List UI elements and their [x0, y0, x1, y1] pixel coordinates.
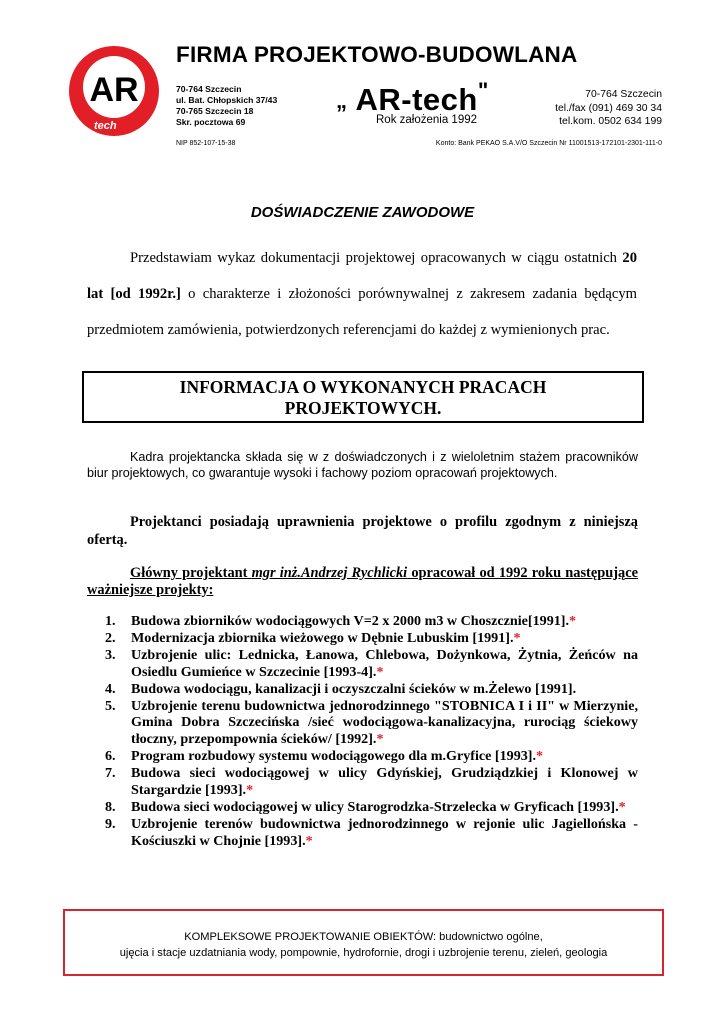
- list-item: 9. Uzbrojenie terenów budownictwa jednorodzinnego w rejonie ulic Jagiellońska - Kościuszki w Chojnie [1993].*: [105, 815, 638, 849]
- address-left: 70-764 Szczecin ul. Bat. Chłopskich 37/43 70-765 Szczecin 18 Skr. pocztowa 69: [176, 84, 278, 127]
- list-item: 1. Budowa zbiorników wodociągowych V=2 x 2000 m3 w Choszcznie[1991].*: [105, 613, 577, 629]
- kadra-paragraph: Kadra projektancka składa się w z doświadczonych i z wieloletnim stażem pracowników biur projektowych, co gwarantuje wysoki i fachowy poziom opracowań projektowych.: [87, 450, 638, 480]
- bank-account: Konto: Bank PEKAO S.A.V/O Szczecin Nr 11001513-172101-2301-111-0: [435, 140, 662, 147]
- logo-subtext: tech: [94, 120, 117, 132]
- uprawnienia-paragraph: Projektanci posiadają uprawnienia projektowe o profilu zgodnym z niniejszą ofertą.: [87, 514, 638, 548]
- address-right: 70-764 Szczecin tel./fax (091) 469 30 34 tel.kom. 0502 634 199: [555, 89, 662, 127]
- company-logo: [68, 45, 160, 137]
- firm-title: FIRMA PROJEKTOWO-BUDOWLANA: [176, 42, 578, 67]
- founded-year: Rok założenia 1992: [376, 114, 478, 126]
- main-designer-paragraph: Główny projektant mgr inż.Andrzej Rychlicki opracował od 1992 roku następujące ważniejsze projekty:: [87, 565, 638, 598]
- footer-box: KOMPLEKSOWE PROJEKTOWANIE OBIEKTÓW: budownictwo ogólne, ujęcia i stacje uzdatniania wody, pompownie, hydrofornie, drogi i uzbrojenie terenu, zieleń, geologia: [63, 909, 664, 976]
- section-heading: DOŚWIADCZENIE ZAWODOWE: [250, 204, 475, 221]
- list-item: 5. Uzbrojenie terenu budownictwa jednorodzinnego "STOBNICA I i II" w Mierzynie, Gmina Dobra Szczecińska /sieć wodociągowa-kanalizacyjna, rurociąg ściekowy tłoczny, przepompownia ścieków/ [1992].*: [105, 697, 638, 748]
- list-item: 6. Program rozbudowy systemu wodociągowego dla m.Gryfice [1993].*: [105, 748, 544, 765]
- brand-name: „ AR-tech": [336, 78, 489, 117]
- list-item: 8. Budowa sieci wodociągowej w ulicy Starogrodzka-Strzelecka w Gryficach [1993].*: [105, 798, 626, 815]
- list-item: 4. Budowa wodociągu, kanalizacji i oczyszczalni ścieków w m.Żelewo [1991].: [105, 680, 577, 697]
- list-item: 2. Modernizacja zbiornika wieżowego w Dębnie Lubuskim [1991].*: [105, 629, 521, 646]
- intro-paragraph: Przedstawiam wykaz dokumentacji projektowej opracowanych w ciągu ostatnich 20 lat [od 1992r.] o charakterze i złożoności porównywalnej z zakresem zadania będącym przedmiotem zamówienia, potwierdzonych referencjami do każdej z wymienionych prac.: [87, 250, 637, 338]
- projects-list: [105, 613, 638, 850]
- logo-text: AR: [89, 71, 139, 109]
- list-item: 7. Budowa sieci wodociągowej w ulicy Gdyńskiej, Grudziądzkiej i Klonowej w Stargardzie [1993].*: [105, 765, 638, 799]
- list-item: 3. Uzbrojenie ulic: Lednicka, Łanowa, Chlebowa, Dożynkowa, Żytnia, Żeńców na Osiedlu Gumieńce w Szczecinie [1993-4].*: [105, 646, 638, 680]
- boxed-title: INFORMACJA O WYKONANYCH PRACACH PROJEKTOWYCH.: [82, 371, 644, 423]
- nip-number: NIP 852-107-15-38: [176, 140, 236, 147]
